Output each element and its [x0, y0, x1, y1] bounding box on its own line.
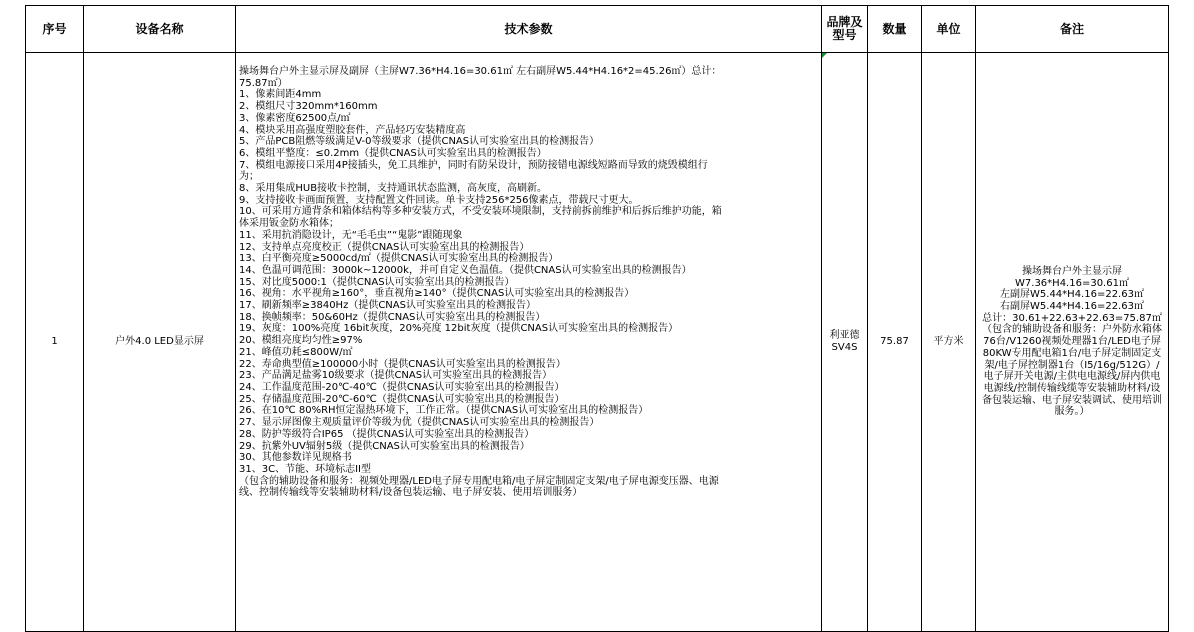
header-brand-model-line1: 品牌及 [826, 15, 863, 29]
tech-param-line: 23、产品满足盐雾10级要求（提供CNAS认可实验室出具的检测报告） [239, 370, 553, 382]
tech-param-line: 操场舞台户外主显示屏及副屏（主屏W7.36*H4.16=30.61㎡ 左右副屏W5.44*H4.16*2=45.26㎡）总计： [239, 66, 722, 77]
tech-param-line: 10、可采用方通背条和箱体结构等多种安装方式，不受安装环境限制，支持前拆前维护和后拆后维护功能，箱 [239, 206, 722, 218]
remark-line: 左副屏W5.44*H4.16=22.63㎡ [1000, 289, 1144, 301]
tech-param-line: 30、其他参数详见规格书 [239, 452, 352, 464]
header-brand-model-line2: 型号 [832, 28, 857, 42]
tech-param-line: 1、像素间距4mm [239, 89, 322, 101]
tech-params-list [239, 66, 818, 499]
tech-param-line: 26、在10℃ 80%RH恒定湿热环境下，工作正常。（提供CNAS认可实验室出具的检测报告） [239, 405, 649, 417]
tech-param-line: 24、工作温度范围-20℃-40℃（提供CNAS认可实验室出具的检测报告） [239, 381, 565, 393]
tech-param-line: 25、存储温度范围-20℃-60℃（提供CNAS认可实验室出具的检测报告） [239, 393, 565, 405]
brand-name: 利亚德 [829, 330, 860, 342]
remarks-list [980, 266, 1164, 418]
tech-param-line: 3、像素密度62500点/㎡ [239, 112, 351, 124]
tech-param-line: 16、视角：水平视角≥160°，垂直视角≥140°（提供CNAS认可实验室出具的检测报告） [239, 288, 635, 300]
remark-line: （包含的辅助设备和服务：户外防水箱体76台/V1260视频处理器1台/LED电子屏80KW专用配电箱1台/电子屏定制固定支架/电子屏控制器1台（I5/16g/512G）/电子屏开关电源/主供电电源线/屏内供电电源线/控制传输线缆等安装辅助材料/设备包装运输、电子屏安装调试、使用培训服务。） [982, 324, 1162, 418]
tech-param-line: 29、抗紫外UV辐射5级（提供CNAS认可实验室出具的检测报告） [239, 440, 530, 452]
tech-param-line: 19、灰度：100%亮度 16bit灰度，20%亮度 12bit灰度（提供CNAS认可实验室出具的检测报告） [239, 323, 679, 335]
cell-quantity: 75.87 [868, 53, 922, 632]
tech-param-line: 6、模组平整度：≤0.2mm（提供CNAS认可实验室出具的检测报告） [239, 147, 547, 159]
header-device-name: 设备名称 [84, 6, 236, 53]
tech-param-line: 14、色温可调范围：3000k~12000k，并可自定义色温值。（提供CNAS认可实验室出具的检测报告） [239, 264, 692, 276]
remark-line: W7.36*H4.16=30.61㎡ [1015, 277, 1129, 289]
header-unit: 单位 [922, 6, 976, 53]
tech-param-line: （包含的辅助设备和服务：视频处理器/LED电子屏专用配电箱/电子屏定制固定支架/电子屏电源变压器、电源 [239, 475, 719, 487]
tech-param-line: 18、换帧频率：50&60Hz（提供CNAS认可实验室出具的检测报告） [239, 311, 546, 323]
tech-param-line: 12、支持单点亮度校正（提供CNAS认可实验室出具的检测报告） [239, 241, 530, 253]
cell-device-name: 户外4.0 LED显示屏 [84, 53, 236, 632]
table-row [26, 53, 1169, 632]
tech-param-line: 7、模组电源接口采用4P接插头，免工具维护，同时有防呆设计，预防接错电源线短路而导致的烧毁模组行 [239, 159, 708, 171]
tech-param-line: 体采用钣金防水箱体； [239, 218, 339, 230]
remark-line: 右副屏W5.44*H4.16=22.63㎡ [1000, 301, 1144, 313]
tech-param-line: 27、显示屏图像主观质量评价等级为优（提供CNAS认可实验室出具的检测报告） [239, 417, 600, 429]
remark-line: 总计：30.61+22.63+22.63=75.87㎡ [982, 312, 1162, 324]
tech-param-line: 4、模块采用高强度塑胶套件，产品轻巧安装精度高 [239, 124, 466, 136]
model-name: SV4S [831, 342, 858, 353]
tech-param-line: 2、模组尺寸320mm*160mm [239, 101, 378, 113]
equipment-spec-table [25, 5, 1169, 632]
cell-remarks [976, 53, 1169, 632]
cell-tech-params [236, 53, 822, 632]
cell-unit: 平方米 [922, 53, 976, 632]
tech-param-line: 31、3C、节能、环境标志II型 [239, 463, 371, 475]
tech-param-line: 21、峰值功耗≤800W/㎡ [239, 346, 353, 358]
header-row [26, 6, 1169, 53]
tech-param-line: 22、寿命典型值≥100000小时（提供CNAS认可实验室出具的检测报告） [239, 358, 566, 370]
header-index: 序号 [26, 6, 84, 53]
tech-param-line: 9、支持接收卡画面预置，支持配置文件回读。单卡支持256*256像素点，带载尺寸更大。 [239, 194, 639, 206]
tech-param-line: 5、产品PCB阻燃等级满足V-0等级要求（提供CNAS认可实验室出具的检测报告） [239, 136, 600, 148]
tech-param-line: 线、控制传输线等安装辅助材料/设备包装运输、电子屏安装、使用培训服务） [239, 487, 583, 499]
tech-param-line: 20、模组亮度均匀性≥97% [239, 335, 363, 347]
remark-line: 操场舞台户外主显示屏 [1022, 265, 1122, 277]
tech-param-line: 11、采用抗消隐设计，无“毛毛虫”“鬼影”跟随现象 [239, 229, 463, 241]
tech-param-line: 17、刷新频率≥3840Hz（提供CNAS认可实验室出具的检测报告） [239, 300, 536, 312]
header-tech-params: 技术参数 [236, 6, 822, 53]
tech-param-line: 为； [239, 171, 259, 183]
cell-index: 1 [26, 53, 84, 632]
cell-brand-model [822, 53, 868, 632]
tech-param-line: 75.87㎡） [239, 77, 288, 89]
header-remarks: 备注 [976, 6, 1169, 53]
tech-param-line: 8、采用集成HUB接收卡控制，支持通讯状态监测，高灰度，高刷新。 [239, 183, 548, 195]
header-quantity: 数量 [868, 6, 922, 53]
tech-param-line: 15、对比度5000:1（提供CNAS认可实验室出具的检测报告） [239, 276, 515, 288]
header-brand-model [822, 6, 868, 53]
tech-param-line: 28、防护等级符合IP65 （提供CNAS认可实验室出具的检测报告） [239, 428, 535, 440]
tech-param-line: 13、白平衡亮度≥5000cd/㎡（提供CNAS认可实验室出具的检测报告） [239, 253, 559, 265]
